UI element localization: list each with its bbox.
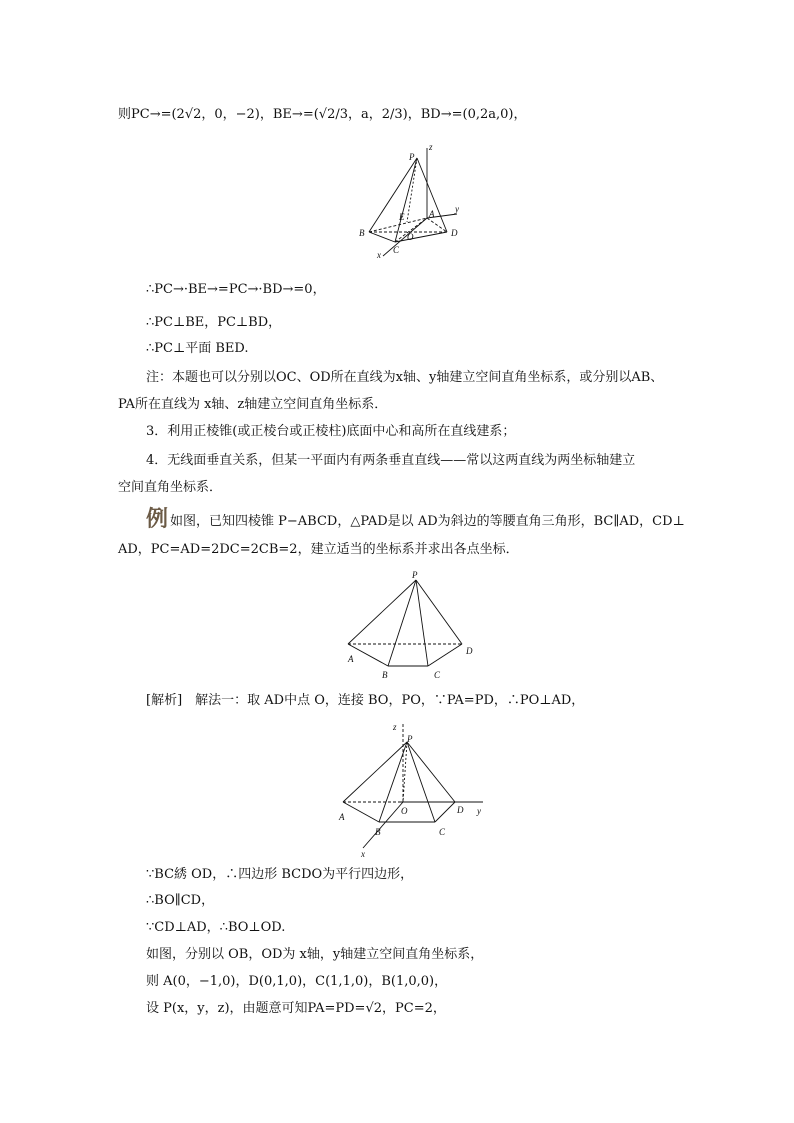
text-line: ∴PC→·BE→=PC→·BD→=0，	[146, 282, 326, 297]
label-C: C	[434, 670, 441, 680]
text-line: 如图，已知四棱锥 P−ABCD，△PAD是以 AD为斜边的等腰直角三角形，BC∥AD，CD⊥	[170, 514, 685, 529]
label-O: O	[401, 806, 408, 816]
text-line: 则PC→=(2√2，0，−2)，BE→=(√2/3，a，2/3)，BD→=(0,2a,0)，	[118, 107, 527, 122]
text-line: ∴PC⊥平面 BED.	[146, 341, 249, 356]
text-line: PA所在直线为 x轴、z轴建立空间直角坐标系．	[118, 397, 388, 412]
label-y: y	[477, 806, 481, 816]
label-A: A	[429, 209, 435, 219]
pyramid-figure-2-svg	[338, 568, 488, 680]
text-line: 3．利用正棱锥(或正棱台或正棱柱)底面中心和高所在直线建系；	[146, 424, 516, 439]
text-line: 如图，分别以 OB，OD为 x轴，y轴建立空间直角坐标系，	[146, 947, 484, 962]
label-P: P	[409, 152, 415, 162]
label-O: O	[407, 232, 414, 242]
pyramid-figure-2	[338, 568, 488, 680]
text-line: AD，PC=AD=2DC=2CB=2，建立适当的坐标系并求出各点坐标．	[118, 542, 519, 557]
label-z: z	[429, 142, 433, 152]
text-line: 设 P(x，y，z)，由题意可知PA=PD=√2，PC=2，	[146, 1001, 446, 1016]
label-B: B	[375, 827, 381, 837]
label-B: B	[382, 670, 388, 680]
label-P: P	[407, 734, 413, 744]
text-line: 注：本题也可以分别以OC、OD所在直线为x轴、y轴建立空间直角坐标系，或分别以AB、	[146, 370, 664, 385]
label-A: A	[348, 654, 354, 664]
label-D: D	[466, 646, 473, 656]
label-E: E	[399, 212, 405, 222]
pyramid-figure-3-svg	[335, 718, 495, 858]
pyramid-figure-3	[335, 718, 495, 858]
text-line: ∵CD⊥AD，∴BO⊥OD.	[146, 920, 286, 935]
label-C: C	[439, 827, 446, 837]
text-line: [解析] 解法一：取 AD中点 O，连接 BO，PO，∵PA=PD，∴PO⊥AD，	[146, 693, 585, 708]
text-line: ∴BO∥CD，	[146, 893, 215, 908]
label-x: x	[377, 250, 381, 260]
text-line: 4．无线面垂直关系，但某一平面内有两条垂直直线——常以这两直线为两坐标轴建立	[146, 453, 636, 468]
label-z: z	[393, 722, 397, 732]
label-D: D	[457, 805, 464, 815]
label-P: P	[412, 570, 418, 580]
label-D: D	[451, 228, 458, 238]
text-line: 空间直角坐标系．	[118, 480, 223, 495]
label-y: y	[455, 204, 459, 214]
pyramid-figure-1-svg	[355, 140, 465, 260]
text-line: 则 A(0，−1,0)，D(0,1,0)，C(1,1,0)，B(1,0,0)，	[146, 974, 448, 989]
label-x: x	[361, 849, 365, 858]
text-line: ∵BC綉 OD，∴四边形 BCDO为平行四边形，	[146, 867, 414, 882]
label-B: B	[359, 228, 365, 238]
pyramid-figure-1	[355, 140, 465, 260]
example-mark: 例	[146, 506, 169, 532]
label-C: C	[393, 245, 400, 255]
text-line: ∴PC⊥BE，PC⊥BD，	[146, 315, 282, 330]
label-A: A	[339, 812, 345, 822]
